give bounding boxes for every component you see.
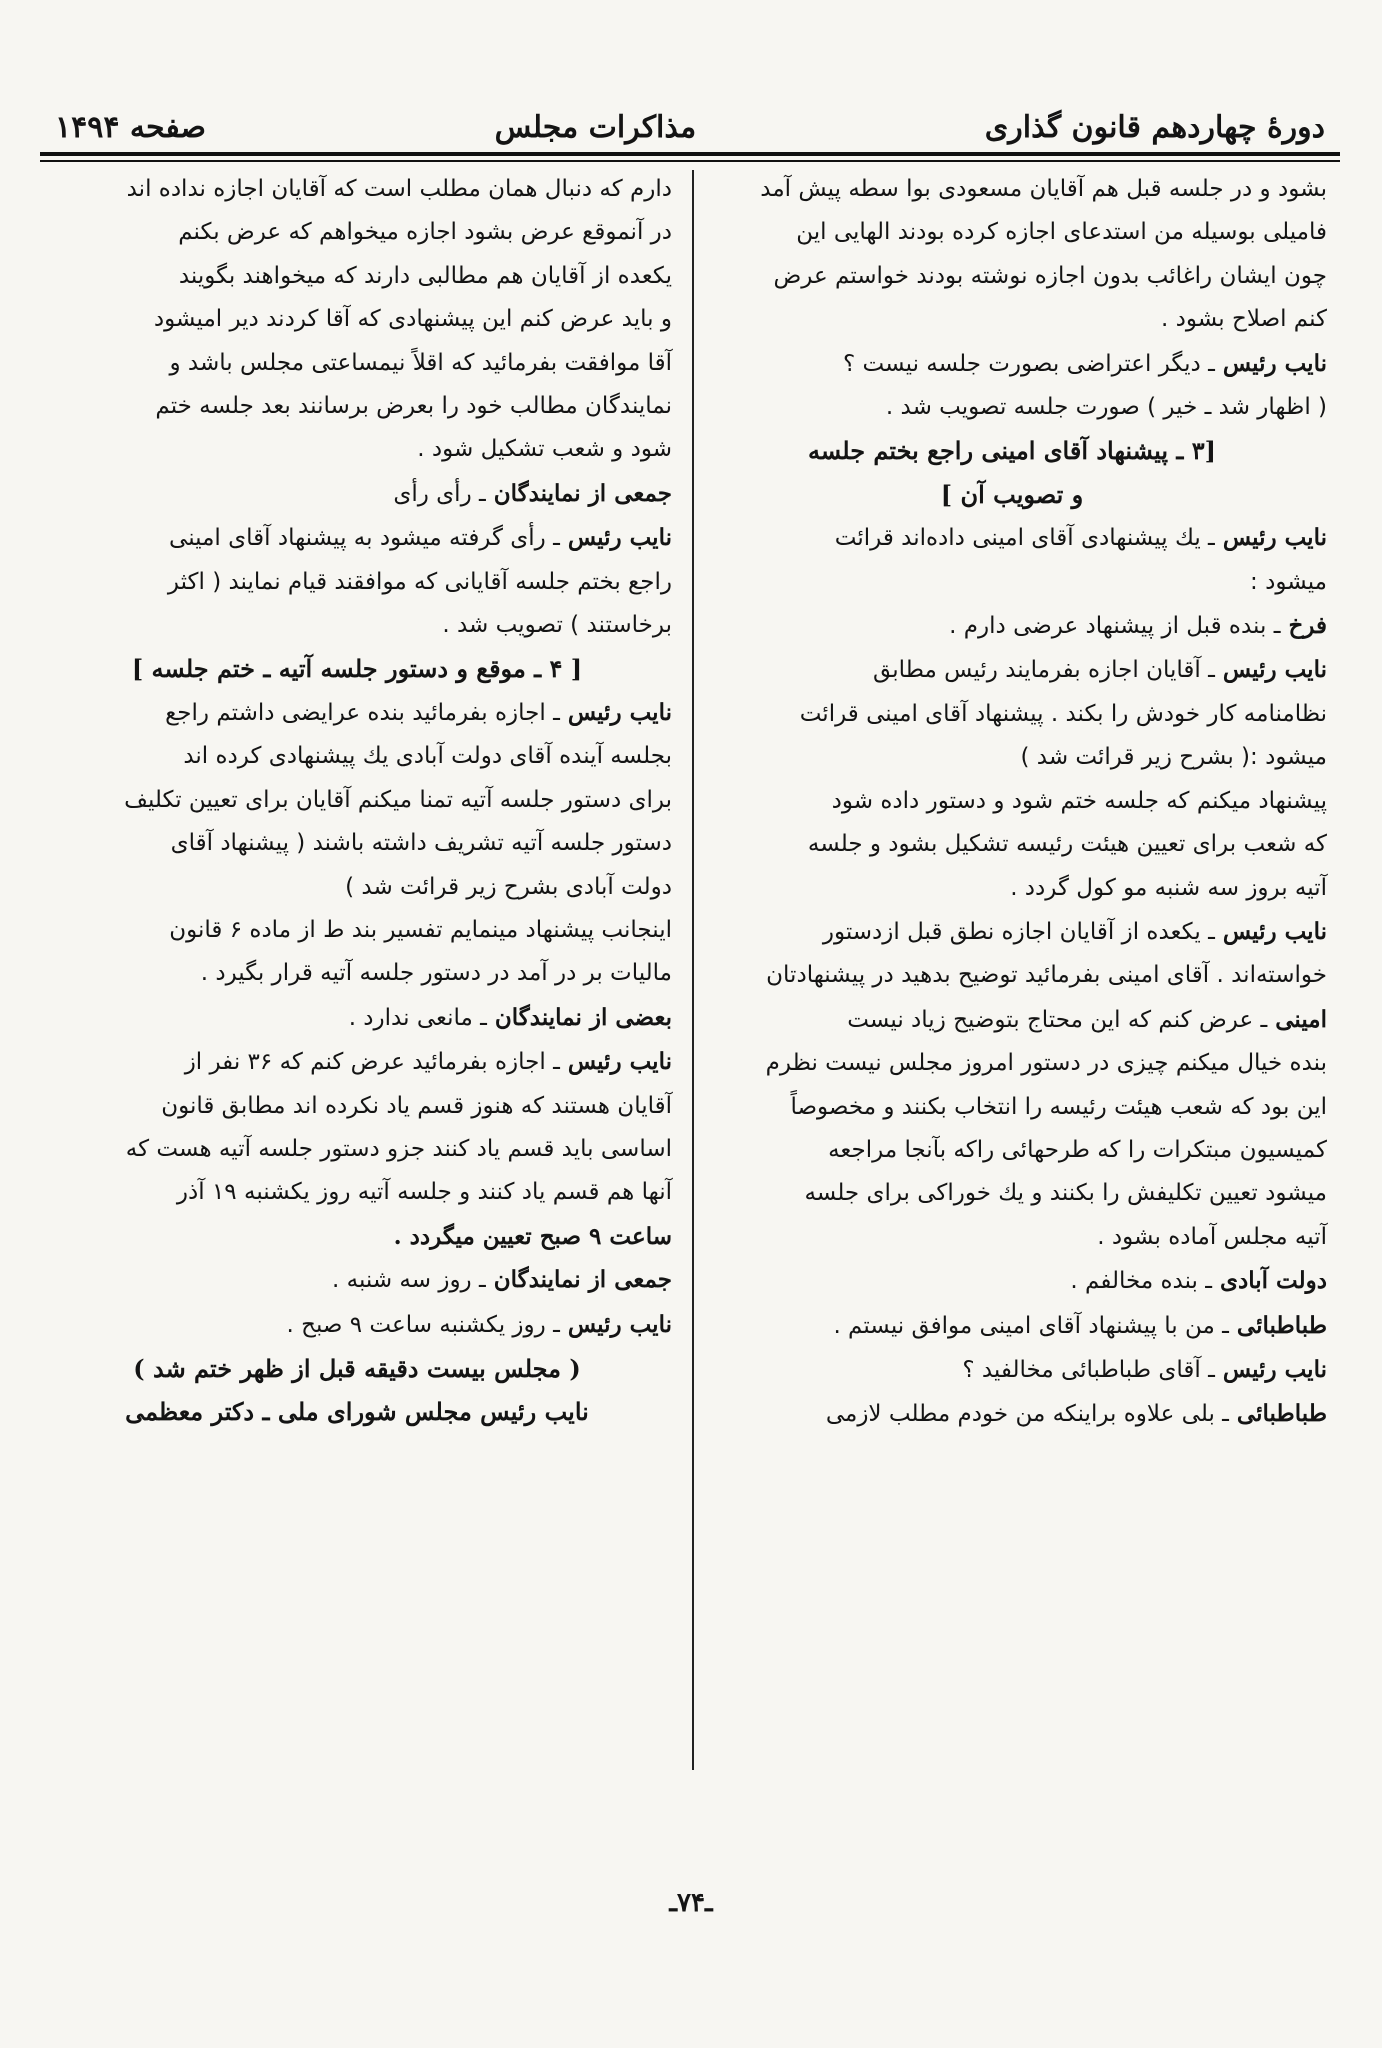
speech-text: ـ روز یکشنبه ساعت ۹ صبح . <box>286 1311 560 1338</box>
speaker-name: طباطبائی <box>1228 1311 1327 1339</box>
right-speech-line <box>697 648 1327 692</box>
left-text-line: آقا موافقت بفرمائید که اقلاً نیمساعتی مجلس باشد و <box>169 349 672 376</box>
left-text-line: راجع بختم جلسه آقایانی که موافقند قیام نمایند ( اکثر <box>167 568 672 595</box>
left-text-line: شود و شعب تشکیل شود . <box>417 436 672 463</box>
right-speech-line <box>697 1304 1327 1348</box>
right-speech-line <box>697 342 1327 386</box>
speaker-name: فرخ <box>1280 612 1327 640</box>
left-speech-line <box>42 691 672 735</box>
header-rule-thin <box>40 160 1340 162</box>
right-text-line: ( اظهار شد ـ خیر ) صورت جلسه تصویب شد . <box>885 394 1327 421</box>
speech-text: ـ دیگر اعتراضی بصورت جلسه نیست ؟ <box>843 350 1215 377</box>
right-column <box>697 168 1327 1437</box>
speech-text: ـ اجازه بفرمائید عرض کنم که ۳۶ نفر از <box>184 1049 560 1076</box>
right-section-heading: [۳ ـ پیشنهاد آقای امینی راجع بختم جلسه <box>808 436 1216 466</box>
right-text-line: خواسته‌اند . آقای امینی بفرمائید توضیح بدهید در پیشنهادتان <box>766 962 1327 989</box>
left-text-line: دولت آبادی بشرح زیر قرائت شد ) <box>345 873 672 900</box>
right-section-heading: و تصویب آن ] <box>940 479 1084 509</box>
speech-text: ـ اجازه بفرمائید بنده عرایضی داشتم راجع <box>165 699 560 726</box>
speaker-name: نایب رئیس <box>559 1310 672 1338</box>
left-text-line: یکعده از آقایان هم مطالبی دارند که میخواهند بگویند <box>178 262 672 289</box>
speaker-name: امینی <box>1267 1005 1327 1033</box>
left-text-line: بجلسه آینده آقای دولت آبادی یك پیشنهادی کرده اند <box>183 743 672 770</box>
publication-title: مذاکرات مجلس <box>494 110 697 145</box>
left-text-line: مالیات بر در آمد در دستور جلسه آتیه قرار بگیرد . <box>200 960 672 987</box>
right-text-line: فامیلی بوسیله من استدعای اجازه کرده بودند الهایی این <box>796 219 1327 246</box>
right-text-line: که شعب برای تعیین هیئت رئیسه تشکیل بشود و جلسه <box>807 831 1327 858</box>
speech-text: ـ آقایان اجازه بفرمایند رئیس مطابق <box>873 657 1215 684</box>
speaker-name: نایب رئیس <box>1214 349 1327 377</box>
left-speech-line <box>42 996 672 1040</box>
right-speech-line <box>697 1259 1327 1303</box>
speech-text: ـ بنده مخالفم . <box>1070 1268 1212 1295</box>
left-text-line: در آنموقع عرض بشود اجازه میخواهم که عرض بکنم <box>178 219 672 246</box>
right-speech-line <box>697 1392 1327 1436</box>
page-footer-number: ـ۷۴ـ <box>669 1888 713 1918</box>
right-text-line: آتیه بروز سه شنبه مو کول گردد . <box>1010 874 1327 901</box>
left-text-line: نمایندگان مطالب خود را بعرض برسانند بعد جلسه ختم <box>155 393 672 420</box>
left-text-line: آقایان هستند که هنوز قسم یاد نکرده اند مطابق قانون <box>161 1092 672 1119</box>
left-text-line: آنها هم قسم یاد کنند و جلسه آتیه روز یکشنبه ۱۹ آذر <box>176 1179 672 1206</box>
session-title: دورهٔ چهاردهم قانون گذاری <box>984 110 1325 145</box>
speech-text: ـ یك پیشنهادی آقای امینی داده‌اند قرائت <box>834 525 1215 552</box>
speech-text: ـ بنده قبل از پیشنهاد عرضی دارم . <box>949 613 1281 640</box>
speaker-name: نایب رئیس <box>1214 524 1327 552</box>
left-text-line: برای دستور جلسه آتیه تمنا میکنم آقایان برای تعیین تکلیف <box>124 786 672 813</box>
right-speech-line <box>697 516 1327 560</box>
speaker-name: جمعی از نمایندگان <box>485 1266 672 1294</box>
right-text-line: کمیسیون مبتکرات را که طرحهائی راکه بآنجا مراجعه <box>828 1136 1327 1163</box>
speech-text: ـ رأی گرفته میشود به پیشنهاد آقای امینی <box>169 525 560 552</box>
right-text-line: بنده خیال میکنم چیزی در دستور امروز مجلس نیست نظرم <box>765 1050 1327 1077</box>
left-text-line: دارم که دنبال همان مطلب است که آقایان اجازه نداده اند <box>126 176 672 202</box>
right-speech-line <box>697 1348 1327 1392</box>
left-text-line: دستور جلسه آتیه تشریف داشته باشند ( پیشنهاد آقای <box>170 830 672 857</box>
right-text-line: بشود و در جلسه قبل هم آقایان مسعودی بوا سطه پیش آمد <box>760 176 1327 202</box>
left-speech-line <box>42 516 672 560</box>
left-speech-line <box>42 472 672 516</box>
left-speech-line <box>42 1258 672 1302</box>
speech-text: ـ بلی علاوه براینکه من خودم مطلب لازمی <box>825 1401 1229 1428</box>
speaker-name: نایب رئیس <box>559 1048 672 1076</box>
left-text-line: و باید عرض کنم این پیشنهادی که آقا کردند دیر امیشود <box>153 306 672 333</box>
left-closing-line: نایب رئیس مجلس شورای ملی ـ دکتر معظمی <box>125 1397 589 1427</box>
right-text-line: پیشنهاد میکنم که جلسه ختم شود و دستور داده شود <box>831 787 1327 814</box>
speaker-name: نایب رئیس <box>1214 1355 1327 1383</box>
left-bold-line: ساعت ۹ صبح تعیین میگردد . <box>393 1222 672 1250</box>
header-rule-thick <box>40 152 1340 156</box>
speaker-name: دولت آبادی <box>1212 1267 1327 1295</box>
left-speech-line <box>42 1040 672 1084</box>
left-text-line: برخاستند ) تصویب شد . <box>442 612 672 639</box>
speech-text: ـ مانعی ندارد . <box>348 1004 487 1031</box>
speaker-name: طباطبائی <box>1228 1400 1327 1428</box>
speech-text: ـ روز سه شنبه . <box>332 1267 486 1294</box>
right-speech-line <box>697 998 1327 1042</box>
column-divider <box>692 170 694 1770</box>
right-text-line: کنم اصلاح بشود . <box>1161 306 1327 333</box>
left-closing-line: ( مجلس بیست دقیقه قبل از ظهر ختم شد ) <box>133 1353 581 1383</box>
speaker-name: نایب رئیس <box>559 524 672 552</box>
right-speech-line <box>697 910 1327 954</box>
speaker-name: نایب رئیس <box>559 698 672 726</box>
speech-text: ـ یکعده از آقایان اجازه نطق قبل ازدستور <box>822 918 1215 945</box>
right-text-line: میشود :( بشرح زیر قرائت شد ) <box>1020 744 1327 771</box>
right-text-line: میشود : <box>1250 568 1327 595</box>
left-speech-line <box>42 1303 672 1347</box>
right-text-line: آتیه مجلس آماده بشود . <box>1097 1223 1327 1250</box>
left-text-line: اینجانب پیشنهاد مینمایم تفسیر بند ط از ماده ۶ قانون <box>169 916 672 943</box>
speech-text: ـ عرض کنم که این محتاج بتوضیح زیاد نیست <box>847 1006 1268 1033</box>
page-header <box>55 95 1325 145</box>
left-text-line: اساسی باید قسم یاد کنند جزو دستور جلسه آتیه هست که <box>125 1135 672 1162</box>
left-column <box>42 168 672 1434</box>
right-text-line: این بود که شعب هیئت رئیسه را انتخاب بکنند و مخصوصاً <box>790 1093 1327 1120</box>
speaker-name: بعضی از نمایندگان <box>486 1003 672 1031</box>
right-speech-line <box>697 604 1327 648</box>
speech-text: ـ من با پیشنهاد آقای امینی موافق نیستم . <box>833 1312 1229 1339</box>
speech-text: ـ رأی رأی <box>393 480 486 507</box>
right-text-line: میشود تعیین تکلیفش را بکنند و یك خوراکی برای جلسه <box>804 1180 1327 1207</box>
page-label: صفحه ۱۴۹۴ <box>55 110 207 145</box>
speech-text: ـ آقای طباطبائی مخالفید ؟ <box>962 1356 1215 1383</box>
speaker-name: نایب رئیس <box>1214 917 1327 945</box>
left-section-heading: [ ۴ ـ موقع و دستور جلسه آتیه ـ ختم جلسه ] <box>131 654 583 684</box>
speaker-name: جمعی از نمایندگان <box>485 479 672 507</box>
right-text-line: چون ایشان راغائب بدون اجازه نوشته بودند خواستم عرض <box>773 262 1327 289</box>
right-text-line: نظامنامه کار خودش را بکند . پیشنهاد آقای امینی قرائت <box>799 700 1327 727</box>
speaker-name: نایب رئیس <box>1214 656 1327 684</box>
